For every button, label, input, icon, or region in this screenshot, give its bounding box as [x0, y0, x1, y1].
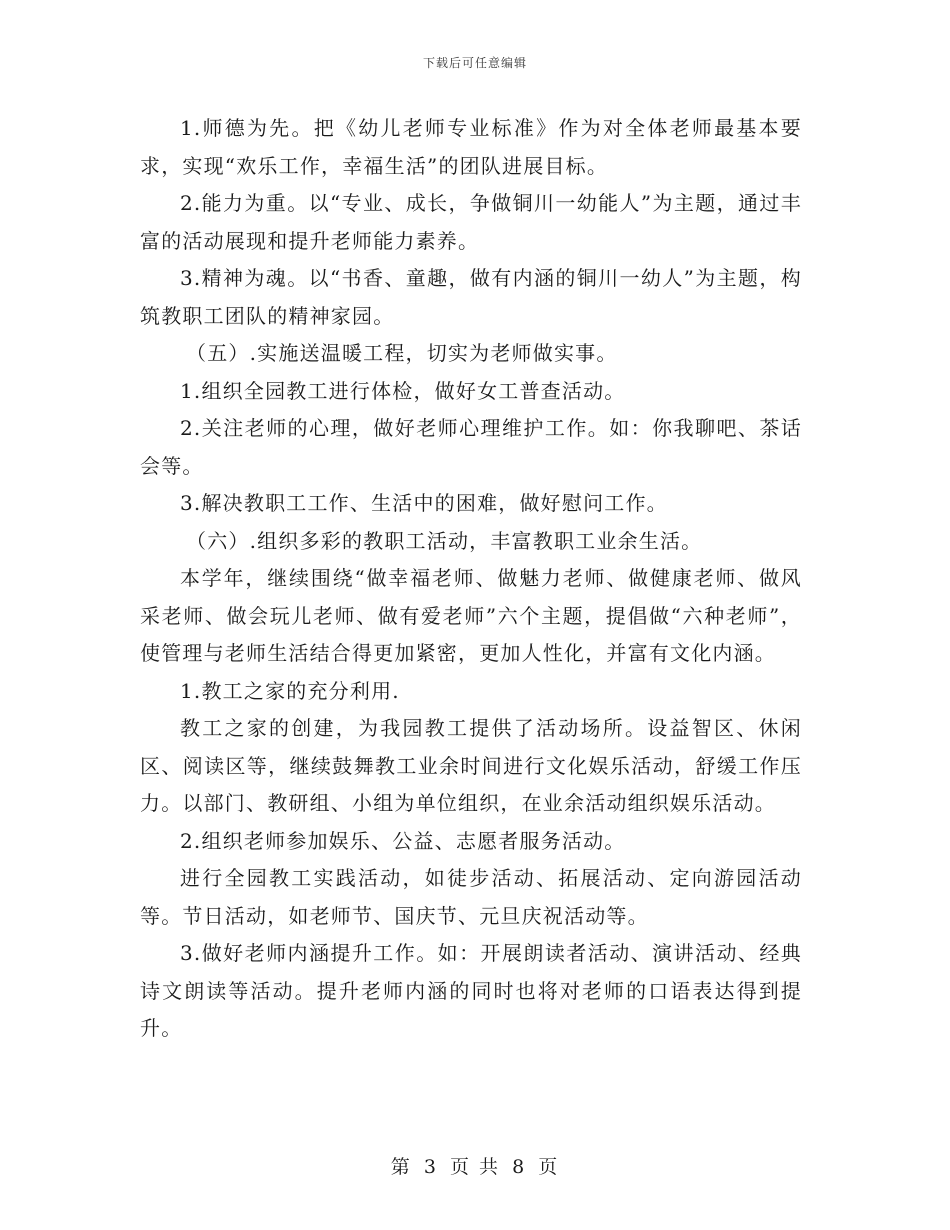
section-heading: （五）.实施送温暖工程，切实为老师做实事。 [186, 341, 618, 365]
document-body [140, 110, 802, 1048]
footer-prefix: 第 [390, 1156, 412, 1178]
paragraph: 2.关注老师的心理，做好老师心理维护工作。如：你我聊吧、茶话会等。 [140, 416, 802, 478]
page-footer [0, 1152, 950, 1179]
footer-middle: 页 共 [449, 1156, 501, 1178]
paragraph: 教工之家的创建，为我园教工提供了活动场所。设益智区、休闲区、阅读区等，继续鼓舞教工业余时间进行文化娱乐活动，舒缓工作压力。以部门、教研组、小组为单位组织，在业余活动组织娱乐活动。 [140, 716, 802, 815]
footer-suffix: 页 [538, 1156, 560, 1178]
paragraph: 3.做好老师内涵提升工作。如：开展朗读者活动、演讲活动、经典诗文朗读等活动。提升老师内涵的同时也将对老师的口语表达得到提升。 [140, 941, 802, 1040]
paragraph: 3.解决教职工工作、生活中的困难，做好慰问工作。 [180, 491, 668, 515]
paragraph: 2.能力为重。以“专业、成长，争做铜川一幼能人”为主题，通过丰富的活动展现和提升老师能力素养。 [140, 191, 802, 253]
section-heading: （六）.组织多彩的教职工活动，丰富教职工业余生活。 [186, 528, 703, 553]
header-note: 下载后可任意编辑 [422, 56, 527, 70]
paragraph: 1.师德为先。把《幼儿老师专业标准》作为对全体老师最基本要求，实现“欢乐工作，幸福生活”的团队进展目标。 [140, 116, 802, 178]
current-page-number: 3 [423, 1156, 438, 1178]
paragraph: 进行全园教工实践活动，如徒步活动、拓展活动、定向游园活动等。节日活动，如老师节、国庆节、元旦庆祝活动等。 [140, 866, 802, 928]
total-page-number: 8 [512, 1156, 527, 1178]
paragraph: 2.组织老师参加娱乐、公益、志愿者服务活动。 [180, 828, 626, 853]
paragraph: 1.组织全园教工进行体检，做好女工普查活动。 [180, 378, 626, 403]
paragraph: 3.精神为魂。以“书香、童趣，做有内涵的铜川一幼人”为主题，构筑教职工团队的精神家园。 [140, 266, 802, 328]
paragraph: 1.教工之家的充分利用. [180, 678, 400, 703]
paragraph: 本学年，继续围绕“做幸福老师、做魅力老师、做健康老师、做风采老师、做会玩儿老师、做有爱老师”六个主题，提倡做“六种老师”，使管理与老师生活结合得更加紧密，更加人性化，并富有文化内涵。 [140, 566, 802, 665]
